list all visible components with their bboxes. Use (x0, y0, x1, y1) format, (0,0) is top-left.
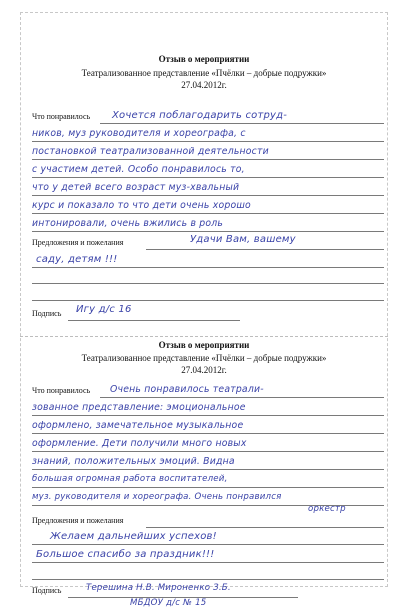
handwritten-liked-line: знаний, положительных эмоций. Видна (32, 456, 235, 467)
ruled-line (32, 487, 384, 488)
handwritten-suggestion-line: саду, детям !!! (36, 254, 118, 265)
cut-line (20, 336, 388, 337)
ruled-line (32, 433, 384, 434)
form-title: Отзыв о мероприятии (158, 54, 250, 64)
handwritten-liked-line: постановкой театрализованной деятельности (32, 146, 269, 157)
handwritten-liked-extra: оркестр (308, 504, 346, 514)
handwritten-liked-line: курс и показало то что дети очень хорошо (32, 200, 251, 211)
handwritten-liked-line: муз. руководителя и хореографа. Очень понравился (32, 492, 282, 502)
handwritten-suggestion-line: Удачи Вам, вашему (190, 234, 296, 245)
handwritten-liked-line: Очень понравилось театрали- (110, 384, 264, 395)
handwritten-suggestion-line: Большое спасибо за праздник!!! (36, 549, 215, 560)
ruled-line (32, 177, 384, 178)
handwritten-liked-line: с участием детей. Особо понравилось то, (32, 164, 245, 175)
suggestions-label: Предложения и пожелания (32, 516, 124, 525)
ruled-line (32, 231, 384, 232)
handwritten-liked-line: Хочется поблагодарить сотруд- (112, 110, 288, 121)
handwritten-liked-line: оформление. Дети получили много новых (32, 438, 247, 449)
ruled-line (32, 159, 384, 160)
handwritten-signature: МБДОУ д/с № 15 (130, 598, 207, 608)
ruled-line (32, 451, 384, 452)
handwritten-signature: Терешина Н.В. Мироненко З.Б. (86, 583, 231, 593)
suggestions-label: Предложения и пожелания (32, 238, 124, 247)
event-date: 27.04.2012г. (181, 365, 227, 375)
signature-line (68, 320, 240, 321)
ruled-line (32, 195, 384, 196)
ruled-line (32, 562, 384, 563)
ruled-line (32, 213, 384, 214)
event-subtitle: Театрализованное представление «Пчёлки – добрые подружки» (81, 68, 327, 78)
signature-label: Подпись (32, 586, 62, 595)
handwritten-suggestion-line: Желаем дальнейших успехов! (50, 531, 217, 542)
form-title: Отзыв о мероприятии (158, 340, 250, 350)
handwritten-signature: Игу д/с 16 (76, 304, 132, 315)
ruled-line (146, 249, 384, 250)
signature-label: Подпись (32, 309, 62, 318)
ruled-line (100, 397, 384, 398)
ruled-line (32, 544, 384, 545)
event-subtitle: Театрализованное представление «Пчёлки – добрые подружки» (81, 353, 327, 363)
ruled-line (146, 527, 384, 528)
ruled-line (100, 123, 384, 124)
handwritten-liked-line: что у детей всего возраст муз-хвальный (32, 182, 240, 193)
liked-label: Что понравилось (32, 112, 91, 121)
ruled-line (32, 267, 384, 268)
handwritten-liked-line: ников, муз руководителя и хореографа, с (32, 128, 246, 139)
handwritten-liked-line: зованное представление: эмоциональное (32, 402, 246, 413)
ruled-line (32, 300, 384, 301)
ruled-line (32, 579, 384, 580)
handwritten-liked-line: оформлено, замечательное музыкальное (32, 420, 244, 431)
ruled-line (32, 415, 384, 416)
ruled-line (32, 283, 384, 284)
handwritten-liked-line: интонировали, очень вжились в роль (32, 218, 224, 229)
liked-label: Что понравилось (32, 386, 91, 395)
handwritten-liked-line: большая огромная работа воспитателей, (32, 474, 228, 484)
ruled-line (32, 141, 384, 142)
event-date: 27.04.2012г. (181, 80, 227, 90)
ruled-line (32, 469, 384, 470)
